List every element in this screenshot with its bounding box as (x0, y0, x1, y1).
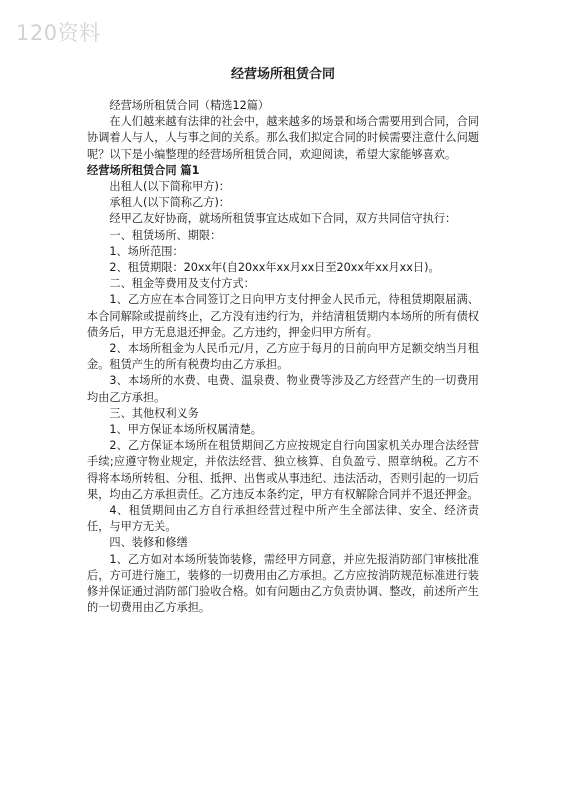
paragraph: 2、租赁期限：20xx年(自20xx年xx月xx日至20xx年xx月xx日)。 (109, 261, 440, 275)
document-title: 经营场所租赁合同 (230, 67, 335, 82)
paragraph: 1、场所范围： (109, 244, 184, 258)
paragraph: 2、本场所租金为人民币元/月，乙方应于每月的日前向甲方足额交纳当月租金。租赁产生的所有税费均由乙方承担。 (87, 342, 479, 372)
paragraph: 1、甲方保证本场所权属清楚。 (109, 423, 262, 437)
paragraph: 经营场所租赁合同（精选12篇） (109, 99, 270, 112)
watermark-logo: 120资料 (16, 21, 101, 45)
paragraph: 2、乙方保证本场所在租赁期间乙方应按规定自行向国家机关办理合法经营手续;应遵守物业规定，并依法经营、独立核算、自负盈亏、照章纳税。乙方不得将本场所转租、分租、抵押、出售或从事违纪、违法活动，否则引起的一切后果，均由乙方承担责任。乙方违反本条约定，甲方有权解除合同并不退还押金。 (87, 439, 479, 501)
paragraph: 二、租金等费用及支付方式： (109, 277, 255, 291)
paragraph: 一、租赁场所、期限： (109, 228, 222, 242)
paragraph: 四、装修和修缮 (109, 536, 188, 550)
document-body (87, 98, 479, 617)
document-page (87, 66, 479, 617)
paragraph: 1、乙方应在本合同签订之日向甲方支付押金人民币元，待租赁期限届满、本合同解除或提前终止，乙方没有违约行为，并结清租赁期内本场所的所有债权债务后，甲方无息退还押金。乙方违约，押金归甲方所有。 (87, 293, 479, 339)
paragraph: 承租人(以下简称乙方)： (109, 196, 230, 210)
paragraph: 4、租赁期间由乙方自行承担经营过程中所产生全部法律、安全、经济责任，与甲方无关。 (87, 504, 479, 534)
paragraph: 3、本场所的水费、电费、温泉费、物业费等涉及乙方经营产生的一切费用均由乙方承担。 (87, 374, 479, 404)
paragraph: 出租人(以下简称甲方)： (109, 180, 230, 194)
paragraph: 三、其他权利义务 (109, 406, 199, 420)
paragraph: 在人们越来越有法律的社会中，越来越多的场景和场合需要用到合同，合同协调着人与人，人与事之间的关系。那么我们拟定合同的时候需要注意什么问题呢？以下是小编整理的经营场所租赁合同，欢迎阅读，希望大家能够喜欢。 (87, 115, 479, 161)
section-heading: 经营场所租赁合同 篇1 (87, 163, 200, 177)
paragraph: 经甲乙友好协商，就场所租赁事宜达成如下合同，双方共同信守执行： (109, 212, 457, 226)
paragraph: 1、乙方如对本场所装饰装修，需经甲方同意，并应先报消防部门审核批准后，方可进行施工，装修的一切费用由乙方承担。乙方应按消防规范标准进行装修并保证通过消防部门验收合格。如有问题由乙方负责协调、整改，前述所产生的一切费用由乙方承担。 (87, 552, 479, 615)
